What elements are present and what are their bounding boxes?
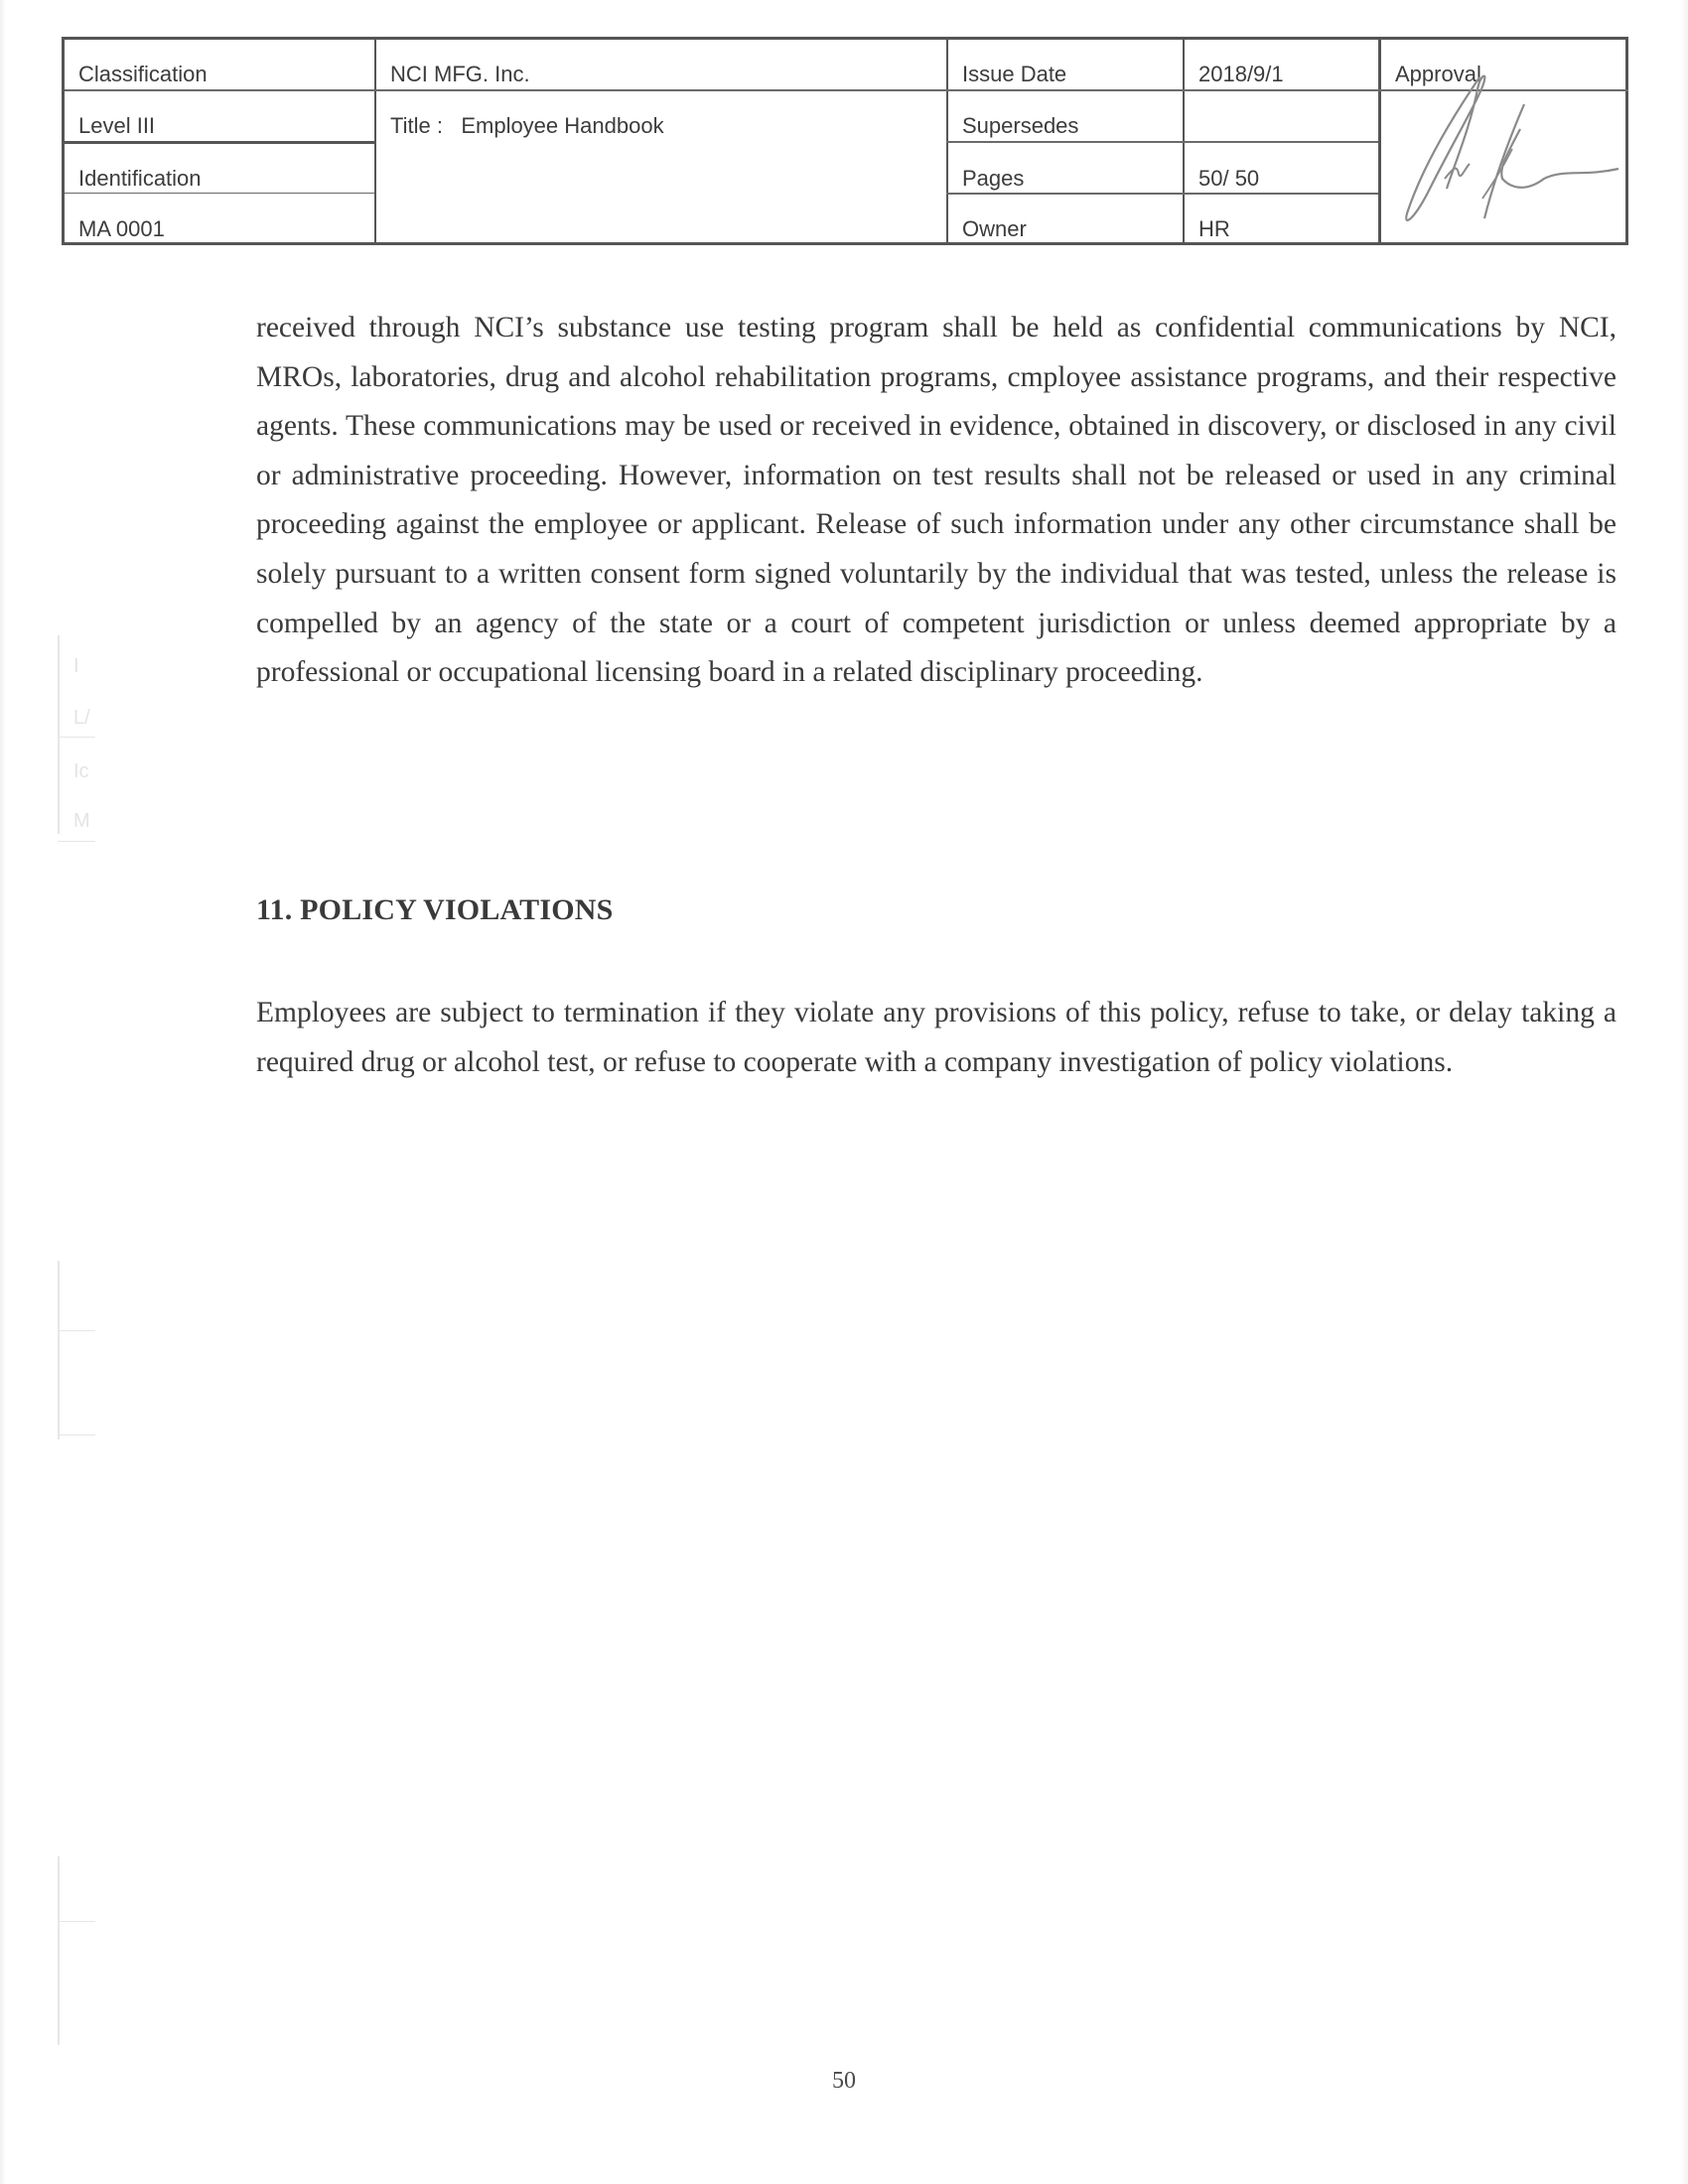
policy-violations-paragraph: Employees are subject to termination if they violate any provisions of this policy, refuse to take, or delay taking a required drug or alcohol test, or refuse to cooperate with a company investigation of policy violations. [256,997,1617,1078]
owner-label: Owner [962,216,1027,241]
page-edge-left [0,0,6,2184]
document-title [376,115,664,137]
issue-date-label: Issue Date [962,62,1067,86]
table-row-line [65,193,374,194]
table-row-line [65,141,374,144]
approval-label: Approval [1395,62,1481,86]
page-edge-right [1680,0,1688,2184]
classification-label: Classification [78,62,208,86]
section-heading-policy-violations: 11. POLICY VIOLATIONS [256,893,614,926]
owner-value: HR [1198,216,1230,241]
page-number: 50 [832,2068,856,2094]
table-row-line [946,141,1378,143]
issue-date-value: 2018/9/1 [1198,62,1284,86]
classification-value: Level III [78,113,156,138]
identification-value: MA 0001 [78,216,165,241]
supersedes-label: Supersedes [962,113,1079,138]
confidentiality-paragraph: received through NCI’s substance use testing program shall be held as confidential communications by NCI, MROs, laboratories, drug and alcohol rehabilitation programs, cmployee assistance programs, and their respective agents. These communications may be used or received in evidence, obtained in discovery, or disclosed in any civil or administrative proceeding. However, information on test results shall not be released or used in any criminal proceeding against the employee or applicant. Release of such information under any other circumstance shall be solely pursuant to a written consent form signed voluntarily by the individual that was tested, unless the release is compelled by an agency of the state or a court of competent jurisdiction or unless deemed appropriate by a professional or occupational licensing board in a related disciplinary proceeding. [256,312,1617,689]
title-value: Employee Handbook [461,113,664,138]
title-label: Title : [390,113,443,138]
pages-label: Pages [962,166,1025,191]
table-row-line [65,89,1378,91]
company-name: NCI MFG. Inc. [390,62,530,86]
table-row-line [946,193,1378,195]
approval-signature-icon [1385,69,1623,243]
pages-value: 50/ 50 [1198,166,1260,191]
identification-label: Identification [78,166,202,191]
